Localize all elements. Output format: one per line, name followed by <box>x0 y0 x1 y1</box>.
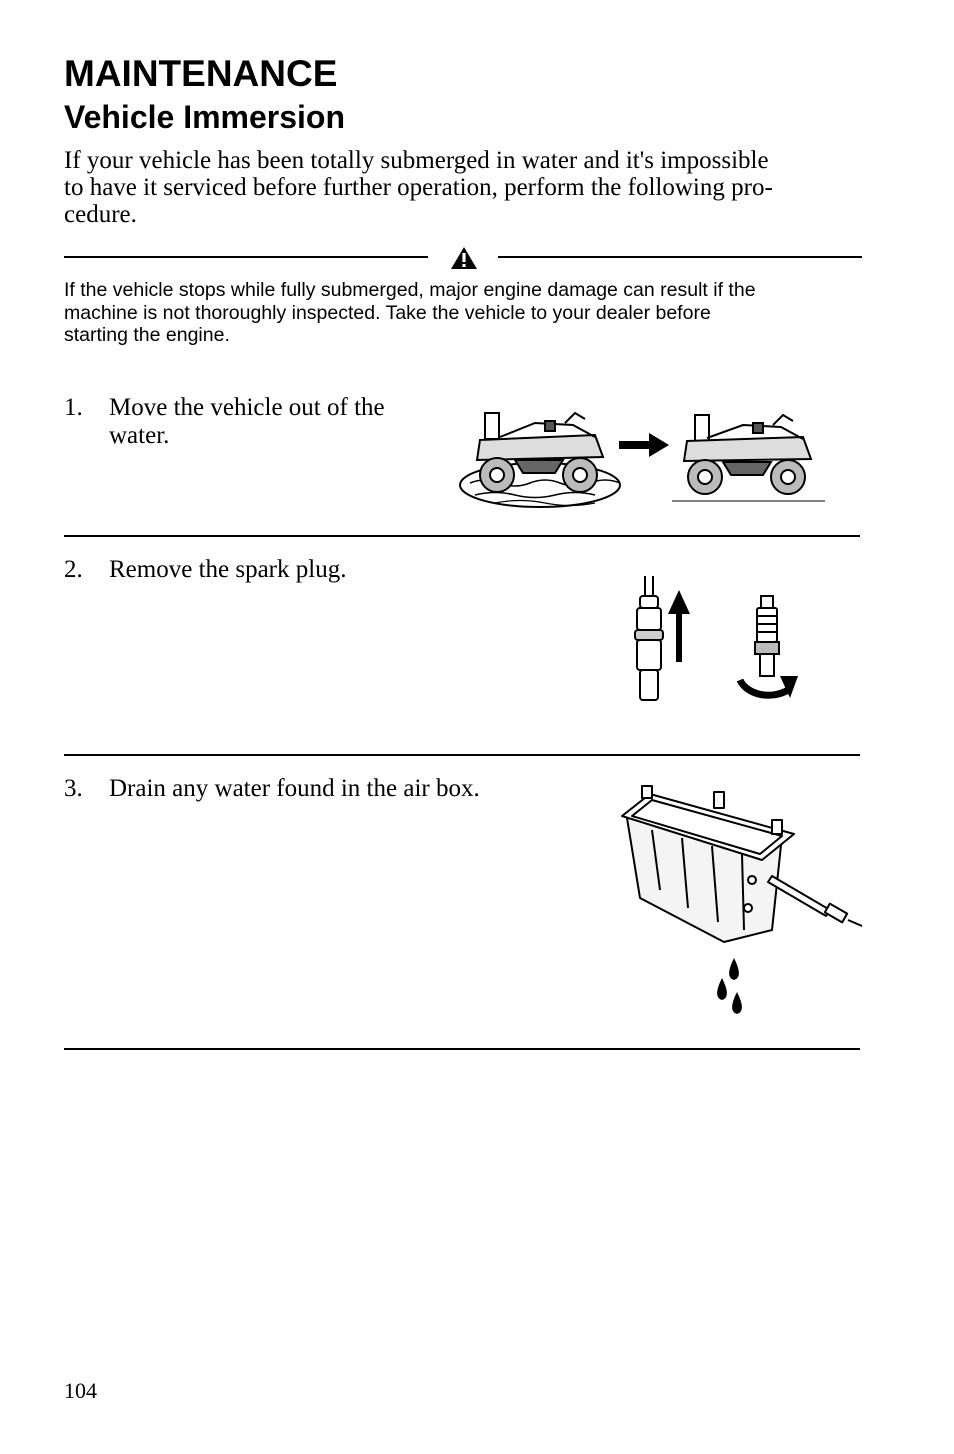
warning-rule-left <box>64 256 428 258</box>
step-divider <box>64 754 860 756</box>
step-text <box>109 394 385 450</box>
intro-line: cedure. <box>64 201 137 228</box>
warning-text <box>64 279 874 347</box>
step-text <box>109 775 480 803</box>
step-number: 2. <box>64 556 83 583</box>
warning-line: machine is not thoroughly inspected. Take the vehicle to your dealer before <box>64 301 711 324</box>
atv-out-of-water-illustration <box>455 405 830 515</box>
step-line: Remove the spark plug. <box>109 556 347 583</box>
step-line: water. <box>109 422 170 449</box>
intro-paragraph <box>64 147 864 228</box>
step-number: 1. <box>64 394 83 421</box>
intro-line: to have it serviced before further operation, perform the following pro- <box>64 174 773 201</box>
warning-line: starting the engine. <box>64 324 230 346</box>
step-divider <box>64 535 860 537</box>
spark-plug-removal-illustration <box>620 572 805 707</box>
warning-triangle-icon <box>450 246 478 270</box>
step-number: 3. <box>64 775 83 802</box>
warning-rule-right <box>498 256 862 258</box>
intro-line: If your vehicle has been totally submerged in water and it's impossible <box>64 147 769 174</box>
air-box-drain-illustration <box>612 780 864 1030</box>
step-line: Drain any water found in the air box. <box>109 775 480 802</box>
step-divider <box>64 1048 860 1050</box>
warning-line: If the vehicle stops while fully submerged, major engine damage can result if the <box>64 279 756 301</box>
subsection-title: Vehicle Immersion <box>64 99 346 135</box>
page-number: 104 <box>64 1378 97 1403</box>
step-line: Move the vehicle out of the <box>109 394 385 421</box>
section-title: MAINTENANCE <box>64 53 338 94</box>
step-text <box>109 556 346 584</box>
